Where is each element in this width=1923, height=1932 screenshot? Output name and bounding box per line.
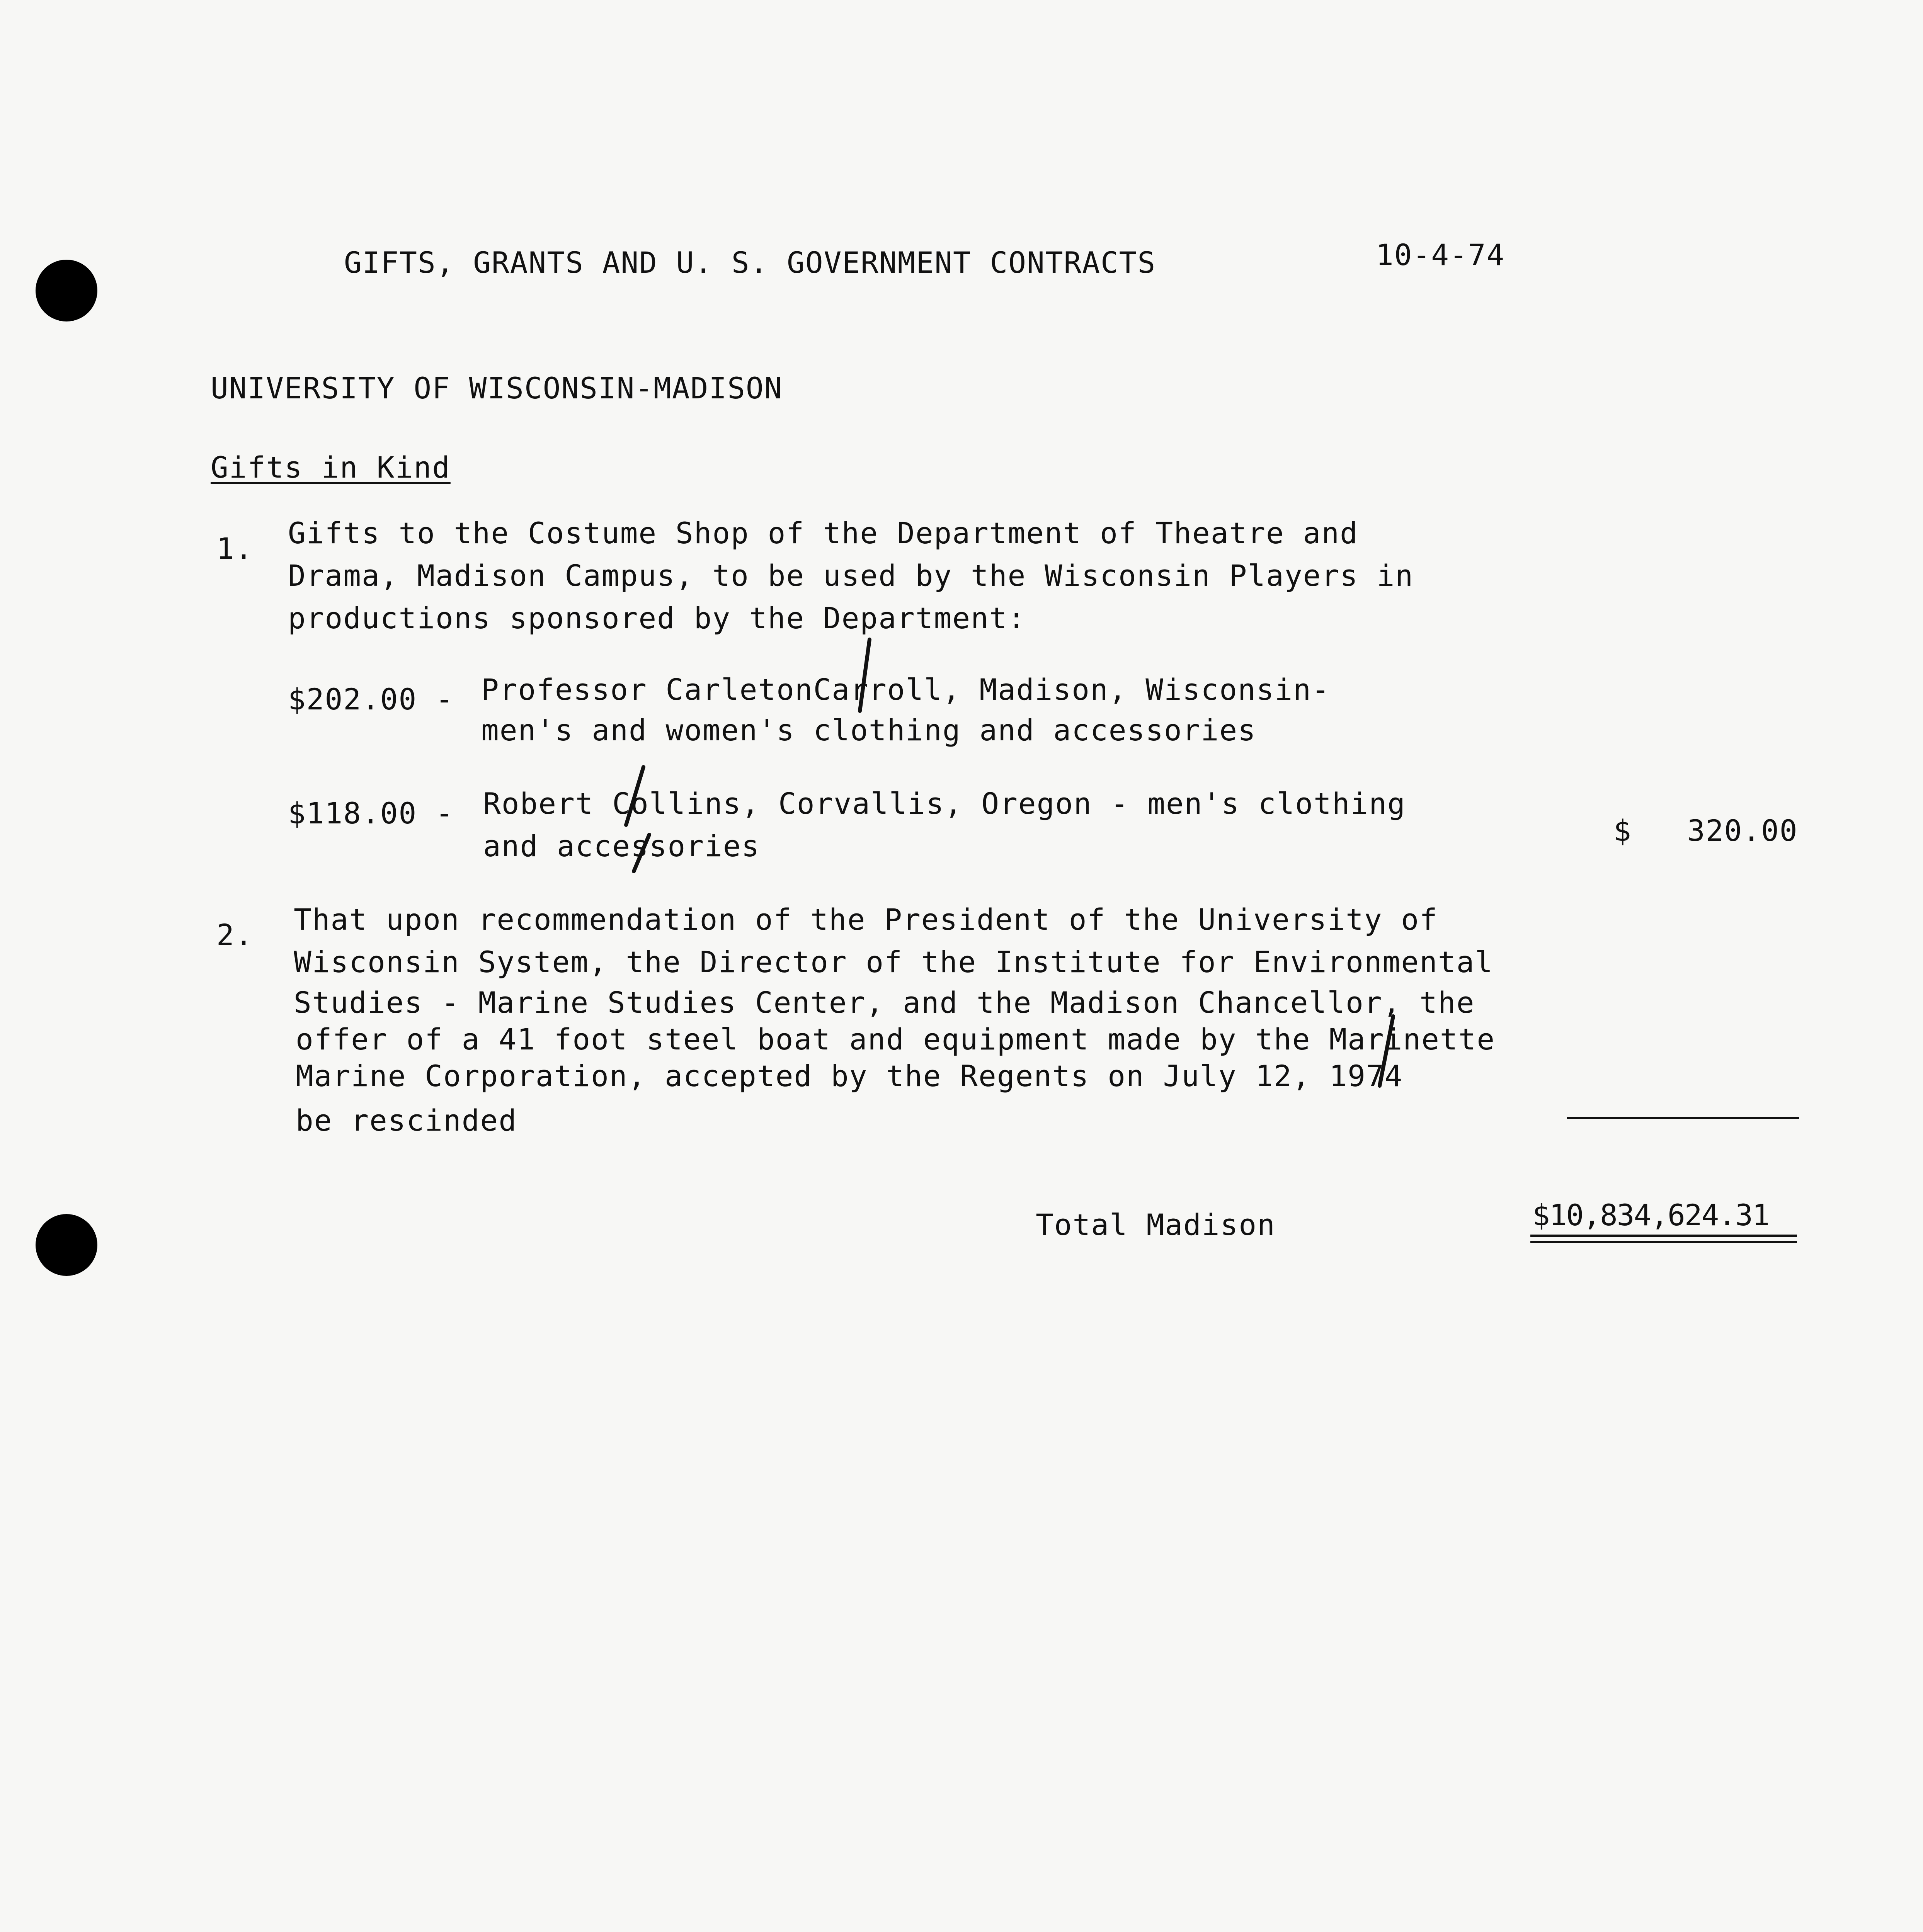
gift-description: and accessories xyxy=(483,829,760,863)
total-double-underline xyxy=(1530,1241,1797,1243)
item-text-line: productions sponsored by the Department: xyxy=(288,601,1026,635)
subtotal-rule xyxy=(1567,1117,1799,1119)
item-number: 1. xyxy=(216,531,254,566)
document-title: GIFTS, GRANTS AND U. S. GOVERNMENT CONTRACTS xyxy=(344,245,1156,280)
institution-heading: UNIVERSITY OF WISCONSIN-MADISON xyxy=(211,371,783,405)
item-number: 2. xyxy=(216,918,254,952)
punch-hole-top xyxy=(36,260,97,321)
total-underline xyxy=(1530,1235,1797,1237)
item-text-line: Studies - Marine Studies Center, and the Madison Chancellor, the xyxy=(294,985,1475,1020)
item-text-line: Wisconsin System, the Director of the Institute for Environmental xyxy=(294,945,1494,979)
gift-description: men's and women's clothing and accessories xyxy=(481,713,1256,747)
gift-amount: $202.00 - xyxy=(288,682,454,716)
punch-hole-middle xyxy=(36,1214,97,1276)
total-amount: $10,834,624.31 xyxy=(1532,1198,1769,1232)
item-text-line: Marine Corporation, accepted by the Regents on July 12, 1974 xyxy=(296,1059,1403,1093)
section-heading: Gifts in Kind xyxy=(211,450,451,485)
item-text-line: be rescinded xyxy=(296,1103,517,1138)
item-subtotal: $ 320.00 xyxy=(1613,813,1798,848)
total-label: Total Madison xyxy=(1036,1208,1276,1242)
item-text-line: offer of a 41 foot steel boat and equipment made by the Marinette xyxy=(296,1022,1496,1056)
item-text-line: Gifts to the Costume Shop of the Department of Theatre and xyxy=(288,516,1358,550)
item-text-line: Drama, Madison Campus, to be used by the Wisconsin Players in xyxy=(288,558,1414,593)
item-text-line: That upon recommendation of the President of the University of xyxy=(294,902,1438,937)
document-date: 10-4-74 xyxy=(1376,238,1505,272)
gift-description: Robert Collins, Corvallis, Oregon - men's clothing xyxy=(483,786,1406,821)
gift-amount: $118.00 - xyxy=(288,796,454,830)
gift-description: Professor CarletonCarroll, Madison, Wisconsin- xyxy=(481,672,1330,707)
